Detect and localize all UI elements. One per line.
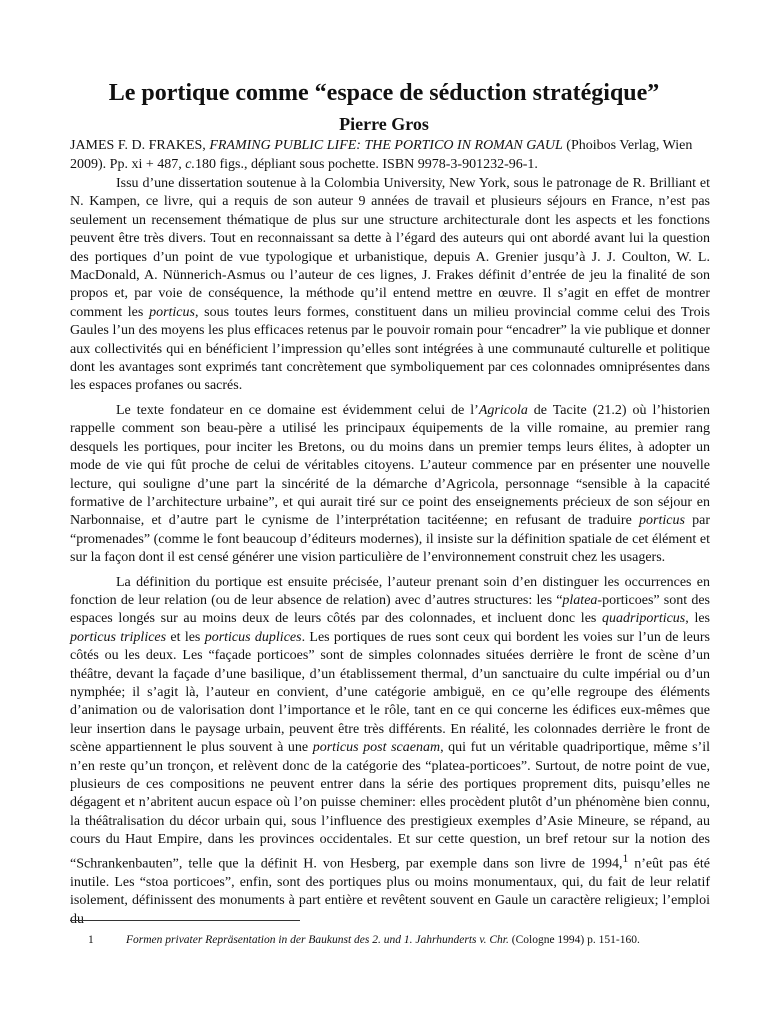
ref-details: 180 figs., dépliant sous pochette. ISBN 9978-3-901232-96-1. [194,157,538,172]
paragraph-2 [70,402,710,568]
article-author: Pierre Gros [339,114,429,134]
p2-text-b: de Tacite (21.2) où l’historien rappelle comment son beau-père a utilisé les principaux équipements de la ville romaine, au premier rang desquels les portiques, pour inciter les Bretons, ou du moins dans un premier temps leurs élites, à adopter un mode de vie qui fût proche de celui de véritables citoyens. L’auteur commence par en présenter une nouvelle lecture, qui souligne d’une part la sincérité de la démarche d’Agricola, personnage “sensible à la capacité formative de l’architecture urbaine”, et qui aurait tiré sur ce point des enseignements précieux de son séjour en Narbonnaise, et d’autre part le cynisme de l’interprétation tacitéenne; en refusant de traduire [70,402,710,529]
ref-publisher: (Phoibos Verlag, Wien 2009). Pp. xi + 487, [70,138,693,172]
p2-italic-porticus: porticus [639,513,685,529]
p3-text-e: . Les portiques de rues sont ceux qui bordent les voies sur l’un de leurs côtés ou les deux. Les “façade porticoes” sont de simples colonnades situées derrière le front de scène d’un théâtre, devant la façade d’une basilique, d’un établissement thermal, d’un sanctuaire du culte impérial ou d’un nymphée; il s’agit là, l’auteur en convient, d’une catégorie ambiguë, en ce qu’elle regroupe des éléments d’animation ou de valorisation dont l’importance et le rôle, tant en ce qui concerne les édifices eux-mêmes que leur insertion dans le paysage urbain, peuvent être très différents. En réalité, les colonnades derrière le front de scène appartiennent le plus souvent à une [70,629,710,756]
footnote-number: 1 [88,934,94,946]
p3-text-b: -porticoes” sont des espaces longés sur au moins deux de leurs côtés par des colonnades, et incluent donc les [70,592,710,627]
p2-italic-agricola: Agricola [478,402,528,418]
p1-text-b: , sous toutes leurs formes, constituent dans un milieu provincial comme celui des Trois Gaules l’un des moyens les plus efficaces retenus par le pouvoir romain pour “encadrer” la vie publique et donner aux collectivités qui en bénéficient l’impression qu’elles sont intégrées à une communauté culturelle et politique dont les avantages sont exprimés tant concrètement que symboliquement par ces colonnades omniprésentes dans les espaces profanes ou sacrés. [70,304,710,394]
footnote-rest: (Cologne 1994) p. 151-160. [508,934,640,946]
p3-italic-post-scaenam: porticus post scaenam [312,740,441,756]
p1-italic-porticus: porticus [149,304,195,320]
p3-text-g: n’eût pas été inutile. Les “stoa porticoes”, enfin, sont des portiques plus ou moins monumentaux, qui, du fait de leur relatif isolement, définissent des monuments à part entière et revêtent souvent en Gaule un caractère religieux; l’emploi du [70,856,710,927]
ref-circa: c. [185,157,195,172]
article-body [70,175,710,935]
paragraph-3 [70,574,710,929]
footnote-italic-title: Formen privater Repräsentation in der Baukunst des 2. und 1. Jahrhunderts v. Chr. [126,934,509,946]
p2-text-c: par “promenades” (comme le font beaucoup d’éditeurs modernes), il insiste sur la définition spatiale de cet élément et sur la façon dont il est censé générer une vision particulière de l’environnement construit chez les usagers. [70,513,710,566]
book-reference [70,136,710,174]
p3-italic-quadriporticus: quadriporticus [602,611,686,627]
footnote-divider [70,920,300,921]
p2-text-a: Le texte fondateur en ce domaine est évidemment celui de l’ [116,402,479,418]
article-title: Le portique comme “espace de séduction stratégique” [108,80,660,106]
footnote-text [126,932,710,948]
paragraph-1 [70,175,710,396]
p3-text-c: , les [685,611,710,627]
p3-italic-triplices: porticus triplices [70,629,167,645]
p3-italic-platea: platea [562,592,598,608]
p3-text-f: , qui fut un véritable quadriportique, même s’il n’en reste qu’un tronçon, et relèvent donc de la catégorie des “platea-porticoes”. Surtout, de notre point de vue, plusieurs de ces compositions ne peuvent entrer dans la série des portiques proprement dits, puisqu’elles ne dégagent et n’abritent aucun espace où l’on puisse cheminer: elles procèdent plutôt d’un phénomène bien connu, la théâtralisation du décor urbain qui, sous l’influence des prestigieux exemples d’Asie Mineure, se répand, au cours du Haut Empire, dans les provinces occidentales. Et sur cette question, un bref retour sur la notion des “Schrankenbauten”, telle que la définit H. von Hesberg, par exemple dans son livre de 1994, [70,740,710,872]
p3-text-d: et les [166,629,205,645]
ref-book-title: FRAMING PUBLIC LIFE: THE PORTICO IN ROMAN GAUL [209,138,563,153]
p1-text-a: Issu d’une dissertation soutenue à la Colombia University, New York, sous le patronage de R. Brilliant et N. Kampen, ce livre, qui a requis de son auteur 9 années de travail et plusieurs séjours en France, n’est pas seulement un recensement thématique de plus sur une structure architecturale dont les aspects et les fonctions peuvent être très divers. Tout en reconnaissant sa dette à l’égard des auteurs qui ont abordé avant lui la question des portiques d’un point de vue typologique et urbanistique, depuis A. Grenier jusqu’à J. J. Coulton, W. L. MacDonald, A. Nünnerich-Asmus ou l’auteur de ces lignes, J. Frakes définit d’entrée de jeu la finalité de son propos et, par voie de conséquence, la méthode qu’il entend mettre en œuvre. Il s’agit en effet de montrer comment les [70,176,710,320]
ref-authors: JAMES F. D. FRAKES, [70,138,210,153]
p3-text-a: La définition du portique est ensuite précisée, l’auteur prenant soin d’en distinguer les occurrences en fonction de leur relation (ou de leur absence de relation) avec d’autres structures: les “ [70,574,710,608]
footnote-marker: 1 [622,851,629,865]
p3-italic-duplices: porticus duplices [204,629,302,645]
